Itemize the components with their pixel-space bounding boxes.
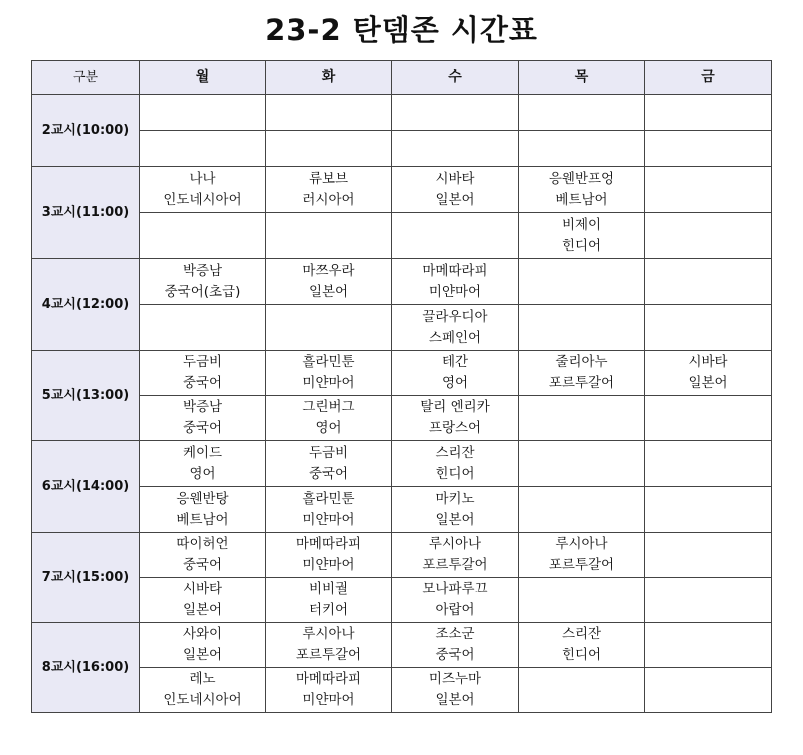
tutor-language: 아랍어: [435, 602, 475, 618]
timetable-cell: [140, 668, 266, 713]
tutor-language: 포르투갈어: [295, 647, 362, 663]
timetable-cell: [519, 167, 645, 213]
timetable-cell: [392, 441, 519, 487]
timetable-cell: [645, 533, 772, 578]
tutor-language: 일본어: [308, 283, 349, 300]
timetable-cell: [140, 487, 266, 533]
tutor-name: 마키노: [435, 490, 475, 507]
period-label: 6교시(14:00): [32, 441, 140, 533]
timetable-cell: [140, 351, 266, 396]
timetable-cell: [392, 259, 519, 305]
timetable-cell: [266, 95, 392, 131]
table-row: [32, 167, 772, 213]
tutor-language: 미얀마어: [302, 692, 355, 708]
tutor-language: 중국어: [182, 420, 223, 436]
timetable-cell: [140, 305, 266, 351]
timetable-cell: [266, 167, 392, 213]
timetable-cell: [266, 305, 392, 351]
tutor-name: 마쯔우라: [302, 262, 355, 279]
tutor-name: 루시아나: [302, 626, 355, 642]
timetable-cell: [266, 396, 392, 441]
tutor-name: 두금비: [308, 444, 349, 461]
tutor-name: 미즈누마: [428, 671, 482, 687]
tutor-language: 포르투갈어: [422, 557, 488, 573]
timetable-cell: [519, 487, 645, 533]
table-row: [32, 578, 772, 623]
timetable-cell: [645, 131, 772, 167]
tutor-name: 박증남: [182, 399, 223, 415]
table-row: [32, 351, 772, 396]
tutor-language: 일본어: [688, 375, 728, 391]
timetable-cell: [140, 578, 266, 623]
tutor-name: 박증남: [182, 262, 223, 279]
timetable-cell: [266, 487, 392, 533]
timetable-cell: [392, 396, 519, 441]
timetable-cell: [645, 213, 772, 259]
timetable-cell: [519, 533, 645, 578]
timetable-cell: [392, 95, 519, 131]
timetable-cell: [519, 578, 645, 623]
table-row: [32, 623, 772, 668]
tutor-language: 중국어: [182, 557, 223, 573]
table-row: [32, 533, 772, 578]
tutor-name: 응웬반탕: [176, 490, 229, 507]
timetable-cell: [519, 396, 645, 441]
timetable-cell: [266, 131, 392, 167]
timetable-cell: [140, 213, 266, 259]
table-row: [32, 441, 772, 487]
timetable-cell: [266, 578, 392, 623]
timetable-cell: [266, 213, 392, 259]
tutor-language: 인도네시아어: [163, 692, 242, 708]
timetable-cell: [140, 533, 266, 578]
timetable-cell: [519, 305, 645, 351]
timetable-cell: [266, 351, 392, 396]
tutor-language: 베트남어: [176, 511, 229, 528]
timetable-cell: [140, 167, 266, 213]
timetable-cell: [140, 131, 266, 167]
tutor-language: 러시아어: [302, 191, 355, 208]
timetable-cell: [645, 396, 772, 441]
timetable: [31, 60, 772, 713]
table-row: [32, 259, 772, 305]
header-row: [32, 61, 772, 95]
tutor-language: 중국어: [308, 465, 349, 482]
tutor-language: 영어: [441, 375, 469, 391]
tutor-language: 포르투갈어: [548, 375, 615, 391]
tutor-name: 따이허언: [176, 536, 229, 552]
tutor-language: 중국어(초급): [164, 283, 241, 300]
timetable-cell: [140, 623, 266, 668]
table-row: [32, 487, 772, 533]
timetable-cell: [140, 95, 266, 131]
timetable-cell: [392, 487, 519, 533]
day-header-mon: 월: [140, 61, 266, 95]
tutor-name: 루시아나: [555, 536, 608, 552]
day-header-wed: 수: [392, 61, 519, 95]
timetable-cell: [645, 668, 772, 713]
timetable-cell: [645, 623, 772, 668]
tutor-name: 사와이: [182, 626, 223, 642]
table-row: [32, 95, 772, 131]
tutor-language: 힌디어: [561, 237, 602, 254]
table-row: [32, 668, 772, 713]
timetable-cell: [645, 259, 772, 305]
tutor-language: 터키어: [308, 602, 349, 618]
tutor-name: 나나: [189, 170, 216, 187]
timetable-cell: [519, 259, 645, 305]
day-header-tue: 화: [266, 61, 392, 95]
table-row: [32, 131, 772, 167]
timetable-cell: [519, 623, 645, 668]
tutor-language: 일본어: [435, 692, 475, 708]
tutor-name: 줄리아누: [555, 354, 608, 370]
timetable-cell: [645, 305, 772, 351]
timetable-cell: [645, 351, 772, 396]
period-label: 2교시(10:00): [32, 95, 140, 167]
timetable-cell: [266, 668, 392, 713]
timetable-body: [32, 95, 772, 713]
timetable-cell: [140, 441, 266, 487]
tutor-name: 마메따라피: [295, 671, 362, 687]
timetable-cell: [519, 213, 645, 259]
timetable-cell: [519, 95, 645, 131]
tutor-language: 일본어: [435, 191, 475, 208]
tutor-name: 스리잔: [435, 444, 475, 461]
timetable-cell: [645, 578, 772, 623]
tutor-language: 인도네시아어: [163, 191, 242, 208]
period-label: 8교시(16:00): [32, 623, 140, 713]
table-row: [32, 213, 772, 259]
page-title: 23-2 탄뎀존 시간표: [265, 13, 538, 47]
timetable-cell: [392, 213, 519, 259]
tutor-name: 케이드: [182, 444, 223, 461]
tutor-language: 중국어: [182, 375, 223, 391]
timetable-cell: [645, 95, 772, 131]
timetable-cell: [645, 167, 772, 213]
tutor-name: 시바타: [182, 581, 223, 597]
tutor-name: 모나파루끄: [422, 581, 488, 597]
tutor-language: 미얀마어: [302, 375, 355, 391]
timetable-cell: [392, 668, 519, 713]
tutor-language: 힌디어: [561, 647, 602, 663]
timetable-cell: [392, 305, 519, 351]
timetable-cell: [519, 441, 645, 487]
timetable-cell: [645, 441, 772, 487]
tutor-language: 미얀마어: [302, 557, 355, 573]
tutor-name: 흘라민툰: [302, 354, 355, 370]
tutor-name: 시바타: [435, 170, 475, 187]
timetable-cell: [392, 578, 519, 623]
table-row: [32, 396, 772, 441]
tutor-language: 영어: [315, 420, 342, 436]
timetable-cell: [645, 487, 772, 533]
tutor-name: 테간: [441, 354, 469, 370]
timetable-cell: [519, 668, 645, 713]
tutor-language: 일본어: [435, 511, 475, 528]
period-label: 3교시(11:00): [32, 167, 140, 259]
tutor-name: 조소군: [435, 626, 475, 642]
tutor-language: 일본어: [182, 647, 223, 663]
tutor-name: 스리잔: [561, 626, 602, 642]
tutor-language: 포르투갈어: [548, 557, 615, 573]
tutor-language: 영어: [189, 465, 216, 482]
period-label: 7교시(15:00): [32, 533, 140, 623]
timetable-cell: [266, 533, 392, 578]
tutor-name: 끌라우디아: [422, 308, 488, 325]
table-row: [32, 305, 772, 351]
corner-header: 구분: [32, 61, 140, 95]
timetable-cell: [392, 167, 519, 213]
tutor-name: 탈리 엔리카: [420, 399, 490, 415]
timetable-cell: [266, 441, 392, 487]
tutor-name: 루시아나: [428, 536, 482, 552]
tutor-language: 미얀마어: [302, 511, 355, 528]
day-header-fri: 금: [645, 61, 772, 95]
tutor-language: 일본어: [182, 602, 223, 618]
timetable-cell: [392, 623, 519, 668]
period-label: 5교시(13:00): [32, 351, 140, 441]
tutor-name: 레노: [189, 671, 216, 687]
tutor-language: 프랑스어: [428, 420, 482, 436]
tutor-language: 미얀마어: [428, 283, 482, 300]
tutor-name: 두금비: [182, 354, 223, 370]
tutor-name: 마메따라피: [295, 536, 362, 552]
timetable-cell: [140, 259, 266, 305]
timetable-cell: [140, 396, 266, 441]
timetable-cell: [266, 259, 392, 305]
tutor-name: 마메따라피: [422, 262, 488, 279]
tutor-name: 류보브: [308, 170, 349, 187]
tutor-language: 힌디어: [435, 465, 475, 482]
day-header-thu: 목: [519, 61, 645, 95]
timetable-cell: [266, 623, 392, 668]
tutor-name: 흘라민툰: [302, 490, 355, 507]
tutor-name: 비제이: [561, 216, 602, 233]
tutor-name: 응웬반프엉: [548, 170, 615, 187]
tutor-name: 비비궐: [308, 581, 349, 597]
period-label: 4교시(12:00): [32, 259, 140, 351]
tutor-language: 스페인어: [428, 329, 482, 346]
timetable-cell: [392, 533, 519, 578]
tutor-language: 중국어: [435, 647, 475, 663]
timetable-cell: [519, 131, 645, 167]
timetable-cell: [392, 351, 519, 396]
timetable-cell: [519, 351, 645, 396]
tutor-name: 그린버그: [302, 399, 355, 415]
timetable-cell: [392, 131, 519, 167]
tutor-language: 베트남어: [555, 191, 608, 208]
tutor-name: 시바타: [688, 354, 728, 370]
